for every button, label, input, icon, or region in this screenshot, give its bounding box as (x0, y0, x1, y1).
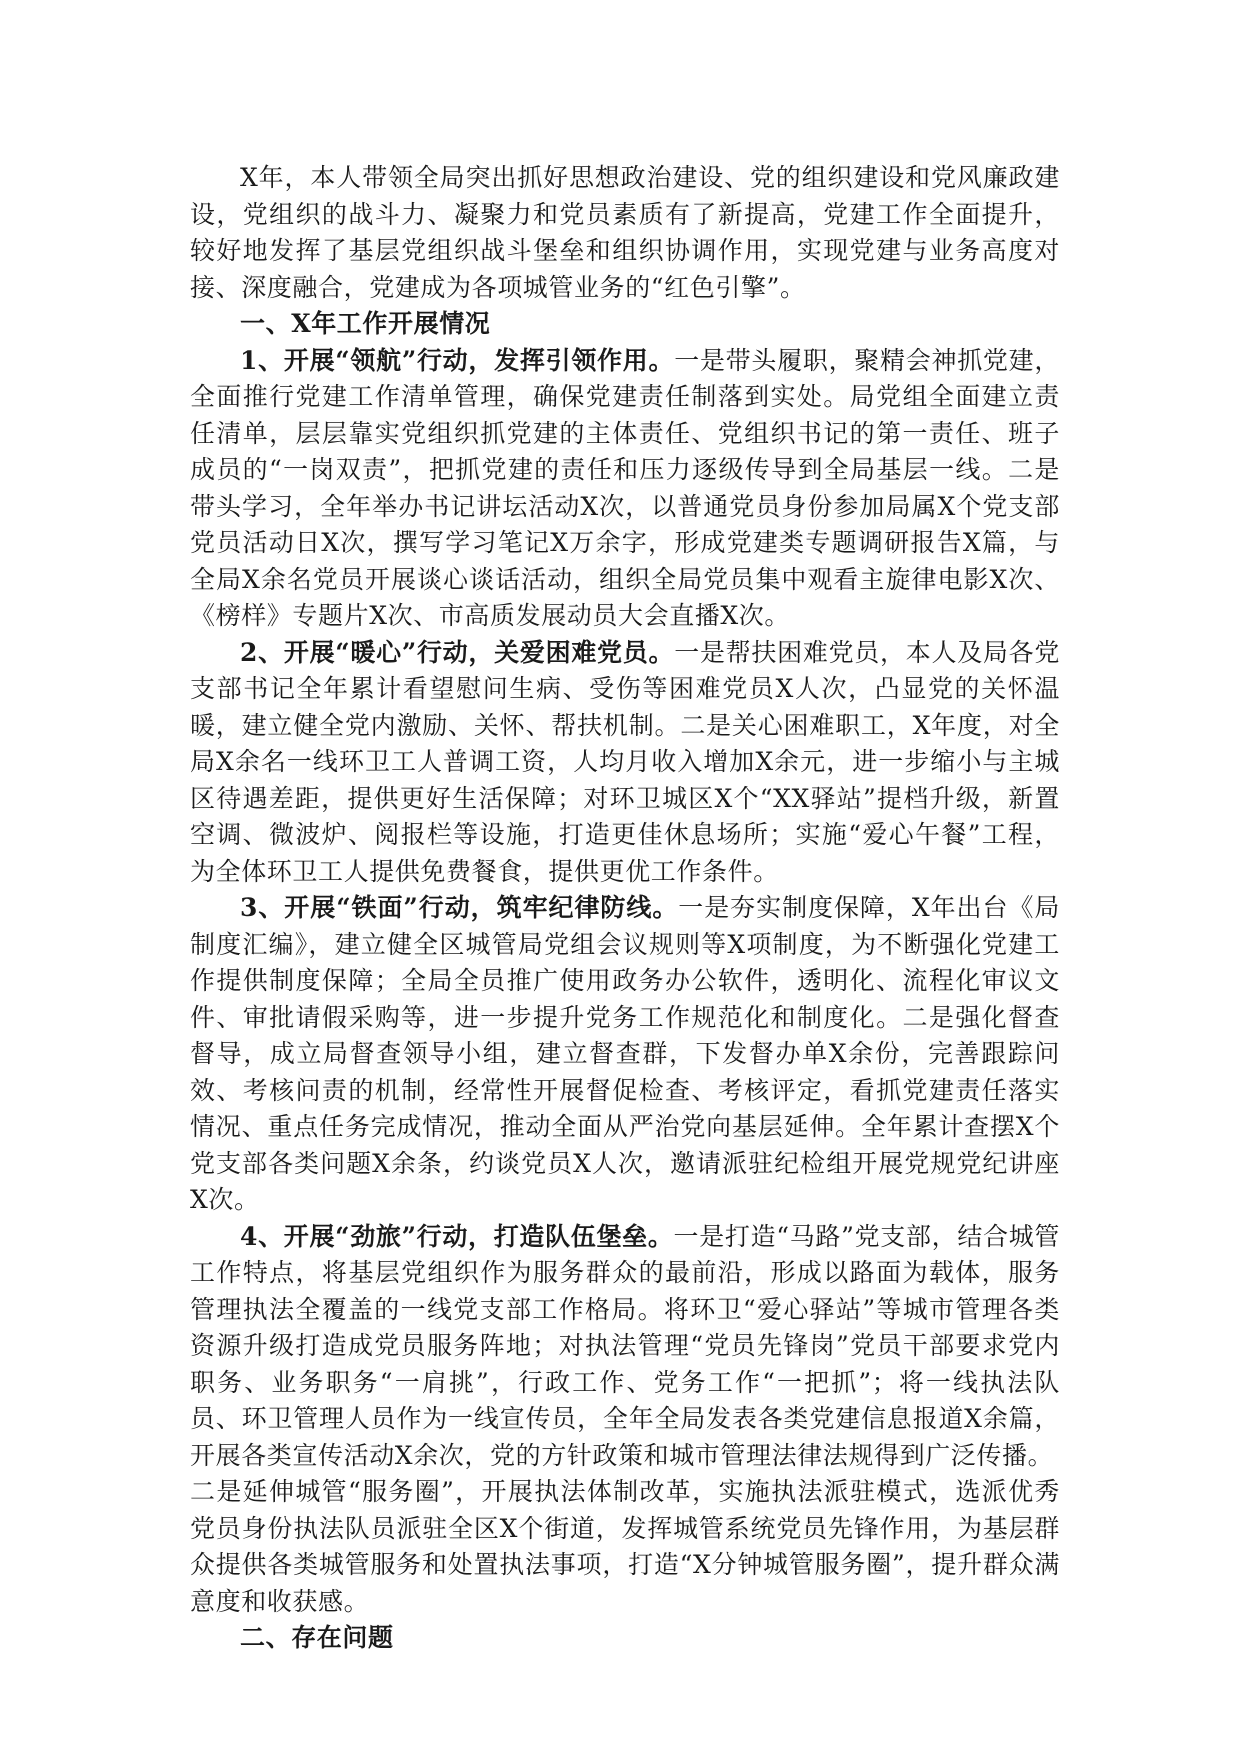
item-3-paragraph (190, 890, 1060, 1219)
item-4-title: 4、开展“劲旅”行动，打造队伍堡垒。 (240, 1221, 674, 1251)
item-3-body: 一是夯实制度保障，X年出台《局制度汇编》，建立健全区城管局党组会议规则等X项制度，为不断强化党建工作提供制度保障；全局全员推广使用政务办公软件，透明化、流程化审议文件、审批请假采购等，进一步提升党务工作规范化和制度化。二是强化督查督导，成立局督查领导小组，建立督查群，下发督办单X余份，完善跟踪问效、考核问责的机制，经常性开展督促检查、考核评定，看抓党建责任落实情况、重点任务完成情况，推动全面从严治党向基层延伸。全年累计查摆X个党支部各类问题X余条，约谈党员X人次，邀请派驻纪检组开展党规党纪讲座X次。 (190, 893, 1060, 1214)
item-4-continuation: 二是延伸城管“服务圈”，开展执法体制改革，实施执法派驻模式，选派优秀党员身份执法队员派驻全区X个街道，发挥城管系统党员先锋作用，为基层群众提供各类城管服务和处置执法事项，打造“X分钟城管服务圈”，提升群众满意度和收获感。 (190, 1477, 1060, 1616)
item-1-title: 1、开展“领航”行动，发挥引领作用。 (240, 345, 675, 375)
item-3-title: 3、开展“铁面”行动，筑牢纪律防线。 (240, 893, 679, 922)
item-4-paragraph (190, 1219, 1060, 1475)
item-1-body: 一是带头履职，聚精会神抓党建，全面推行党建工作清单管理，确保党建责任制落到实处。局党组全面建立责任清单，层层靠实党组织抓党建的主体责任、党组织书记的第一责任、班子成员的“一岗双责”，把抓党建的责任和压力逐级传导到全局基层一线。二是带头学习，全年举办书记讲坛活动X次，以普通党员身份参加局属X个党支部党员活动日X次，撰写学习笔记X万余字，形成党建类专题调研报告X篇，与全局X余名党员开展谈心谈话活动，组织全局党员集中观看主旋律电影X次、《榜样》专题片X次、市高质发展动员大会直播X次。 (190, 345, 1060, 630)
item-2-title: 2、开展“暖心”行动，关爱困难党员。 (240, 637, 675, 667)
section-2-heading: 二、存在问题 (240, 1623, 394, 1652)
section-1-heading: 一、X年工作开展情况 (240, 309, 491, 338)
intro-paragraph: X年，本人带领全局突出抓好思想政治建设、党的组织建设和党风廉政建设，党组织的战斗力、凝聚力和党员素质有了新提高，党建工作全面提升，较好地发挥了基层党组织战斗堡垒和组织协调作用，实现党建与业务高度对接、深度融合，党建成为各项城管业务的“红色引擎”。 (190, 163, 1060, 302)
item-2-body: 一是帮扶困难党员，本人及局各党支部书记全年累计看望慰问生病、受伤等困难党员X人次，凸显党的关怀温暖，建立健全党内激励、关怀、帮扶机制。二是关心困难职工，X年度，对全局X余名一线环卫工人普调工资，人均月收入增加X余元，进一步缩小与主城区待遇差距，提供更好生活保障；对环卫城区X个“XX驿站”提档升级，新置空调、微波炉、阅报栏等设施，打造更佳休息场所；实施“爱心午餐”工程，为全体环卫工人提供免费餐食，提供更优工作条件。 (190, 637, 1060, 886)
item-1-paragraph (190, 343, 1060, 635)
item-2-paragraph (190, 635, 1060, 891)
document-page (190, 160, 1060, 1657)
item-4-body: 一是打造“马路”党支部，结合城管工作特点，将基层党组织作为服务群众的最前沿，形成以路面为载体，服务管理执法全覆盖的一线党支部工作格局。将环卫“爱心驿站”等城市管理各类资源升级打造成党员服务阵地；对执法管理“党员先锋岗”党员干部要求党内职务、业务职务“一肩挑”，行政工作、党务工作“一把抓”；将一线执法队员、环卫管理人员作为一线宣传员，全年全局发表各类党建信息报道X余篇，开展各类宣传活动X余次，党的方针政策和城市管理法律法规得到广泛传播。 (190, 1221, 1060, 1470)
